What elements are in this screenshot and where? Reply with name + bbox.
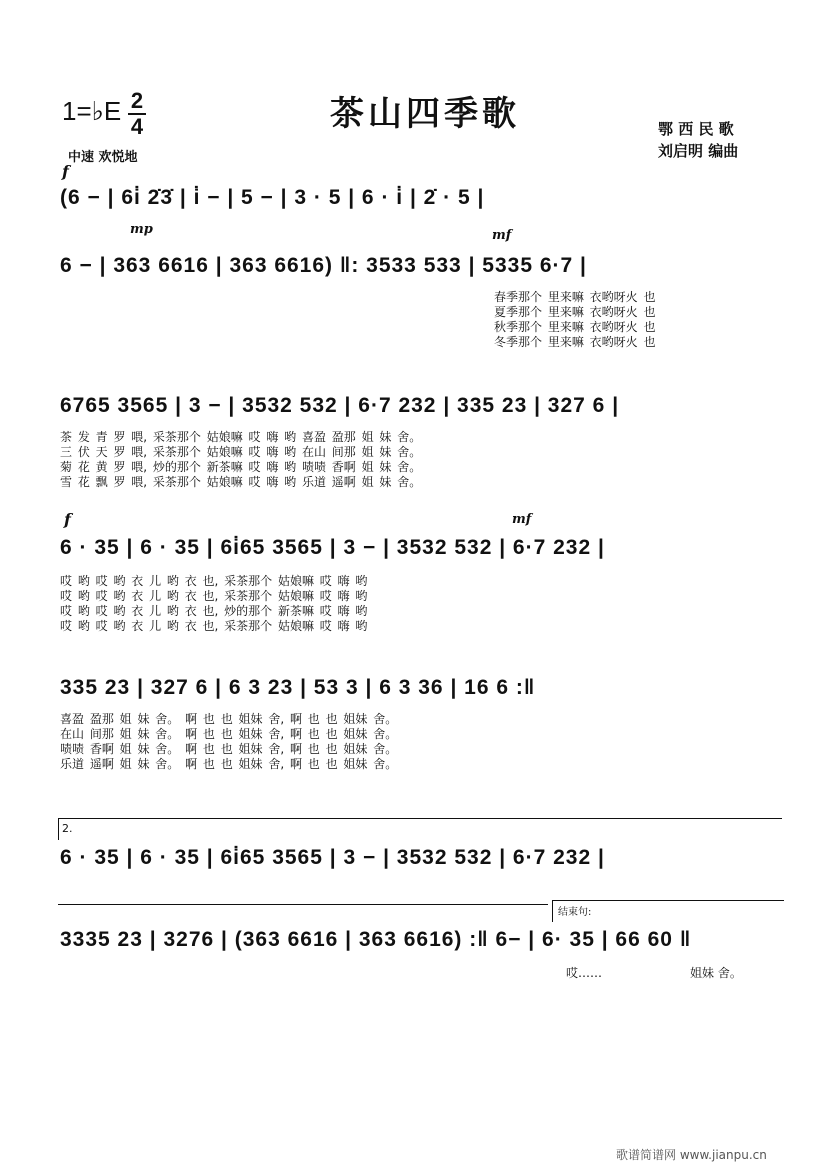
lyric-verse: 菊 花 黄 罗 喂, 炒的那个 新茶嘛 哎 嗨 哟 啧啧 香啊 姐 妹 舍。 bbox=[60, 460, 422, 474]
footer-watermark bbox=[616, 1146, 767, 1163]
score-line-7: 3335 23 | 3276 | (363 6616 | 363 6616) :‖ 6− | 6· 35 | 66 60 ‖ bbox=[60, 928, 692, 951]
dynamic-marking: mf bbox=[512, 512, 532, 527]
dynamic-marking: mp bbox=[130, 222, 153, 237]
key-signature: 1=♭E bbox=[62, 96, 122, 126]
coda-bracket-edge bbox=[552, 900, 553, 922]
site-name: 歌谱简谱网 bbox=[616, 1148, 677, 1162]
lyric-verse: 哎 哟 哎 哟 衣 儿 哟 衣 也, 采茶那个 姑娘嘛 哎 嗨 哟 bbox=[60, 619, 368, 633]
lyric-verse: 茶 发 青 罗 喂, 采茶那个 姑娘嘛 哎 嗨 哟 喜盈 盈那 姐 妹 舍。 bbox=[60, 430, 422, 444]
score-line-6: 6 · 35 | 6 · 35 | 6i̇65 3565 | 3 − | 3532 532 | 6·7 232 | bbox=[60, 846, 605, 869]
volta-number: 2. bbox=[62, 822, 73, 835]
lyric-verse: 夏季那个 里来嘛 衣哟呀火 也 bbox=[494, 305, 656, 319]
dynamic-marking: f bbox=[64, 510, 71, 529]
score-line-5: 335 23 | 327 6 | 6 3 23 | 53 3 | 6 3 36 | 16 6 :‖ bbox=[60, 676, 536, 699]
time-signature bbox=[128, 90, 146, 138]
time-bottom: 4 bbox=[130, 114, 144, 139]
dynamic-marking: mf bbox=[492, 228, 512, 243]
dynamic-marking: f bbox=[62, 162, 69, 181]
lyric-verse: 哎 哟 哎 哟 衣 儿 哟 衣 也, 炒的那个 新茶嘛 哎 嗨 哟 bbox=[60, 604, 368, 618]
lyrics-block bbox=[60, 712, 397, 772]
volta-bracket-edge bbox=[58, 818, 59, 840]
lyric-verse: 三 伏 天 罗 喂, 采茶那个 姑娘嘛 哎 嗨 哟 在山 间那 姐 妹 舍。 bbox=[60, 445, 422, 459]
lyric-verse: 啧啧 香啊 姐 妹 舍。 啊 也 也 姐妹 舍, 啊 也 也 姐妹 舍。 bbox=[60, 742, 398, 756]
arranger-credit: 刘启明 编曲 bbox=[658, 142, 739, 160]
lyric-verse: 哎 哟 哎 哟 衣 儿 哟 衣 也, 采茶那个 姑娘嘛 哎 嗨 哟 bbox=[60, 589, 368, 603]
lyric-verse: 冬季那个 里来嘛 衣哟呀火 也 bbox=[494, 335, 656, 349]
time-top: 2 bbox=[130, 88, 144, 113]
lyric-verse: 喜盈 盈那 姐 妹 舍。 啊 也 也 姐妹 舍, 啊 也 也 姐妹 舍。 bbox=[60, 712, 398, 726]
volta-bracket bbox=[58, 818, 782, 819]
lyric-verse: 在山 间那 姐 妹 舍。 啊 也 也 姐妹 舍, 啊 也 也 姐妹 舍。 bbox=[60, 727, 398, 741]
site-url: www.jianpu.cn bbox=[679, 1148, 767, 1162]
lyric-verse: 乐道 遥啊 姐 妹 舍。 啊 也 也 姐妹 舍, 啊 也 也 姐妹 舍。 bbox=[60, 757, 398, 771]
lyric-verse: 春季那个 里来嘛 衣哟呀火 也 bbox=[494, 290, 656, 304]
lyric-verse: 雪 花 飘 罗 喂, 采茶那个 姑娘嘛 哎 嗨 哟 乐道 遥啊 姐 妹 舍。 bbox=[60, 475, 422, 489]
song-origin: 鄂 西 民 歌 bbox=[658, 120, 734, 138]
score-line-1: (6 − | 6i̇ 2̇3̇ | i̇ − | 5 − | 3 · 5 | 6 · i̇ | 2̇ · 5 | bbox=[60, 186, 485, 209]
lyrics-block bbox=[60, 430, 421, 490]
score-line-3: 6765 3565 | 3 − | 3532 532 | 6·7 232 | 335 23 | 327 6 | bbox=[60, 394, 620, 417]
score-line-4: 6 · 35 | 6 · 35 | 6i̇65 3565 | 3 − | 3532 532 | 6·7 232 | bbox=[60, 536, 605, 559]
coda-bracket bbox=[552, 900, 784, 901]
lyric-verse: 秋季那个 里来嘛 衣哟呀火 也 bbox=[494, 320, 656, 334]
coda-lyric: 哎…… bbox=[566, 966, 603, 980]
lyric-verse: 哎 哟 哎 哟 衣 儿 哟 衣 也, 采茶那个 姑娘嘛 哎 嗨 哟 bbox=[60, 574, 368, 588]
coda-label: 结束句: bbox=[558, 907, 592, 918]
lyrics-block bbox=[494, 290, 655, 350]
score-line-2: 6 − | 363 6616 | 363 6616) ‖: 3533 533 | 5335 6·7 | bbox=[60, 254, 587, 277]
lyrics-block bbox=[60, 574, 367, 634]
tempo-marking: 中速 欢悦地 bbox=[68, 150, 138, 165]
coda-lyric: 姐妹 舍。 bbox=[690, 966, 742, 980]
phrase-line bbox=[58, 904, 548, 905]
page-title: 茶山四季歌 bbox=[330, 94, 520, 134]
